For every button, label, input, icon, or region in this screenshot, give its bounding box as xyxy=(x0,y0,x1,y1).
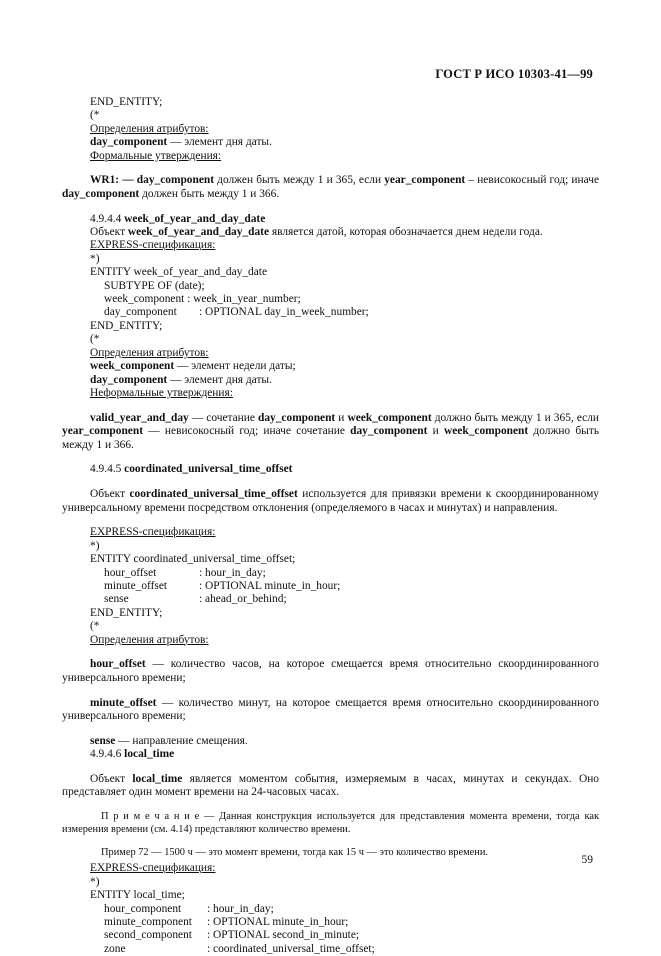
subheading: EXPRESS-спецификация: xyxy=(90,239,216,252)
code-line: minute_offset : OPTIONAL minute_in_hour; xyxy=(104,579,341,592)
subheading: EXPRESS-спецификация: xyxy=(90,862,216,875)
code-line: zone : coordinated_universal_time_offset; xyxy=(104,942,375,955)
note: П р и м е ч а н и е — Данная конструкция используется для представления момента времени, тогда как измерения времени (см. 4.14) представляют количество времени. xyxy=(62,811,599,835)
code-line: week_component : week_in_year_number; xyxy=(104,293,301,306)
code-line: sense : ahead_or_behind; xyxy=(104,593,287,606)
section-heading: 4.9.4.6 local_time xyxy=(90,748,175,761)
section-heading: 4.9.4.4 week_of_year_and_day_date xyxy=(90,212,266,225)
attribute-definition: week_component — элемент недели даты; xyxy=(90,360,296,373)
subheading: Формальные утверждения: xyxy=(90,149,222,162)
rule-paragraph: valid_year_and_day — сочетание day_component и week_component должно быть между 1 и 365, если year_component — невисокосный год; иначе сочетание day_component и week_component должно быть между 1 и 366. xyxy=(62,411,600,451)
code-line: *) xyxy=(90,875,100,888)
attribute-definition: hour_offset — количество часов, на которое смещается время относительно скоординированного универсального времени; xyxy=(62,658,599,684)
code-line: END_ENTITY; xyxy=(90,96,163,108)
paragraph: Объект coordinated_universal_time_offset используется для привязки времени к скоординированному универсальному времени посредством отклонения (определяемого в часах и минутах) и направления. xyxy=(62,488,599,514)
code-line: *) xyxy=(90,539,100,552)
attribute-definition: day_component — элемент дня даты. xyxy=(90,136,272,149)
paragraph: Объект week_of_year_and_day_date является датой, которая обозначается днем недели года. xyxy=(90,226,543,239)
code-line: ENTITY local_time; xyxy=(90,889,185,902)
example: Пример 72 — 1500 ч — это момент времени, тогда как 15 ч — это количество времени. xyxy=(101,846,489,858)
attribute-definition: sense — направление смещения. xyxy=(90,734,248,747)
code-line: day_component : OPTIONAL day_in_week_number; xyxy=(104,306,369,319)
paragraph: Объект local_time является моментом события, измеряемым в часах, минутах и секундах. Оно представляет один момент времени на 24-часовых часах. xyxy=(62,772,599,799)
subheading: EXPRESS-спецификация: xyxy=(90,526,216,539)
code-line: END_ENTITY; xyxy=(90,606,163,619)
code-line: ENTITY week_of_year_and_day_date xyxy=(90,266,268,279)
page-number: 59 xyxy=(581,854,593,866)
subheading: Определения атрибутов: xyxy=(90,633,209,646)
rule-paragraph: WR1: — day_component должен быть между 1 и 365, если year_component – невисокосный год; иначе day_component должен быть между 1 и 366. xyxy=(62,174,599,200)
code-line: (* xyxy=(90,109,100,122)
subheading: Определения атрибутов: xyxy=(90,346,209,359)
attribute-definition: minute_offset — количество минут, на которое смещается время относительно скоординированного универсального времени; xyxy=(62,696,599,722)
subheading: Неформальные утверждения: xyxy=(90,386,233,399)
code-line: *) xyxy=(90,252,100,265)
code-line: ENTITY coordinated_universal_time_offset; xyxy=(90,553,296,566)
document-body xyxy=(62,96,599,956)
attribute-definition: day_component — элемент дня даты. xyxy=(90,373,272,386)
code-line: minute_component : OPTIONAL minute_in_hour; xyxy=(104,915,349,928)
code-line: second_component : OPTIONAL second_in_minute; xyxy=(104,929,360,942)
code-line: (* xyxy=(90,333,100,346)
code-line: (* xyxy=(90,620,100,633)
subheading: Определения атрибутов: xyxy=(90,122,209,135)
code-line: SUBTYPE OF (date); xyxy=(104,279,205,292)
code-line: hour_component : hour_in_day; xyxy=(104,902,274,915)
code-line: END_ENTITY; xyxy=(90,319,163,332)
section-heading: 4.9.4.5 coordinated_universal_time_offset xyxy=(90,463,293,476)
code-line: hour_offset : hour_in_day; xyxy=(104,566,266,579)
page-header: ГОСТ Р ИСО 10303-41—99 xyxy=(435,67,593,81)
